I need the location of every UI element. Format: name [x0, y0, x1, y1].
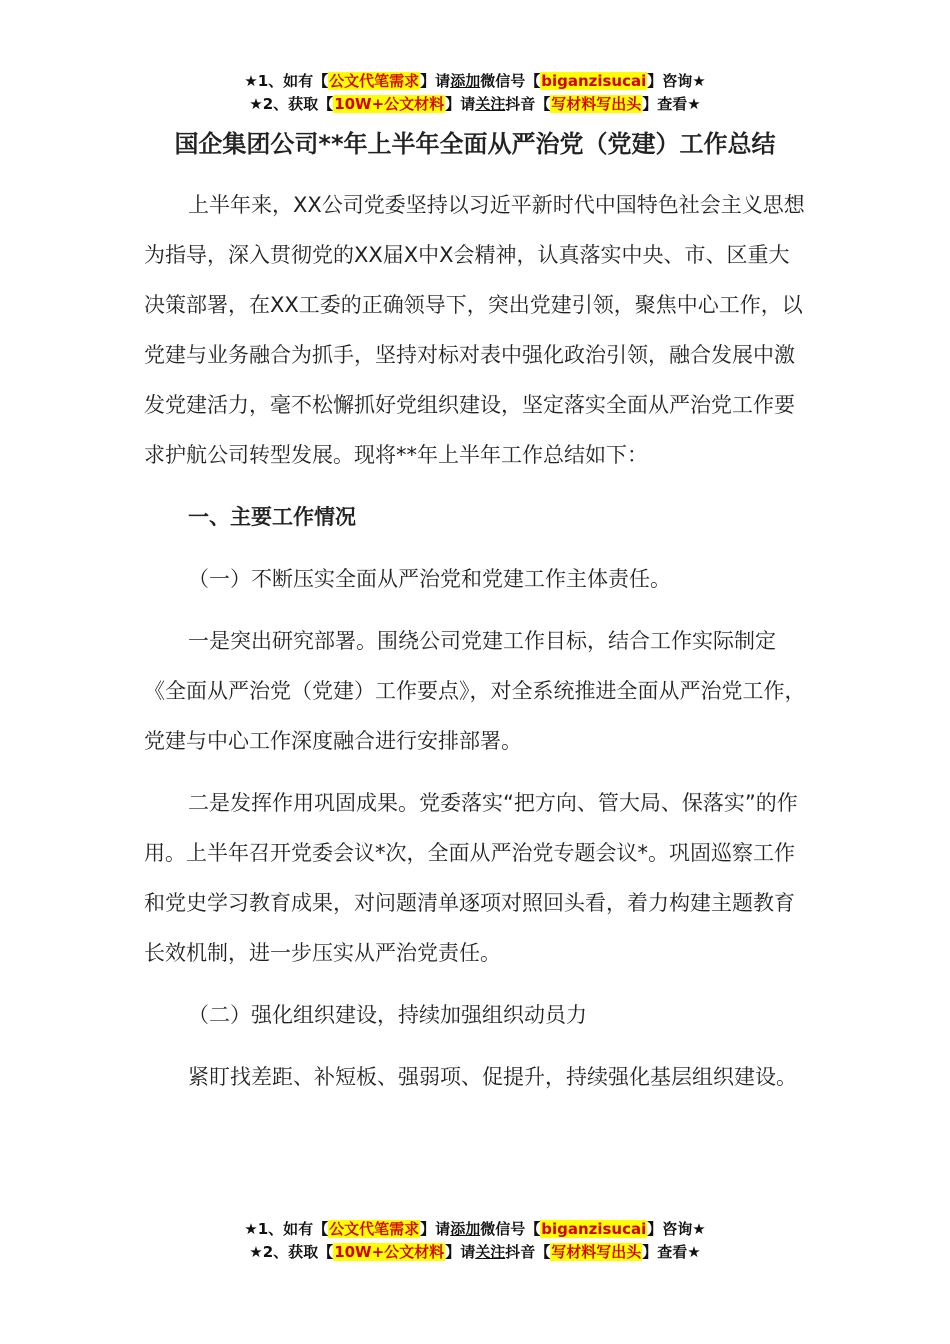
paragraph-intro: 上半年来，XX公司党委坚持以习近平新时代中国特色社会主义思想为指导，深入贯彻党的XX届X中X会精神，认真落实中央、市、区重大决策部署，在XX工委的正确领导下，突出党建引领，聚焦中心工作，以党建与业务融合为抓手，坚持对标对表中强化政治引领，融合发展中激发党建活力，毫不松懈抓好党组织建设，坚定落实全面从严治党工作要求护航公司转型发展。现将**年上半年工作总结如下： [144, 193, 805, 467]
subsection-heading: （一）不断压实全面从严治党和党建工作主体责任。 [188, 567, 671, 591]
promo-underline: 关注 [475, 1243, 506, 1261]
promo-text: 】请 [420, 72, 451, 90]
promo-text: ★2、获取【 [249, 1243, 334, 1261]
promo-text: ★2、获取【 [249, 95, 334, 113]
promo-underline: 添加 [450, 72, 481, 90]
promo-wechat-id: biganzisucai [541, 1220, 647, 1238]
promo-text: 】请 [420, 1220, 451, 1238]
promo-text: 】咨询★ [647, 1220, 706, 1238]
subsection-heading: （二）强化组织建设，持续加强组织动员力 [188, 1003, 587, 1027]
promo-line-1 [0, 1218, 950, 1241]
promo-line-1 [0, 70, 950, 93]
promo-text: 】查看★ [642, 95, 701, 113]
promo-text: 微信号【 [480, 1220, 541, 1238]
promo-highlight: 10W+公文材料 [334, 1243, 445, 1261]
promo-douyin-id: 写材料写出头 [551, 1243, 642, 1261]
promo-text: 】请 [445, 95, 476, 113]
paragraph: 紧盯找差距、补短板、强弱项、促提升，持续强化基层组织建设。 [188, 1065, 797, 1089]
promo-highlight: 公文代笔需求 [329, 1220, 420, 1238]
promo-line-2 [0, 93, 950, 116]
footer-promo-banner [0, 1218, 950, 1264]
paragraph: 二是发挥作用巩固成果。党委落实“把方向、管大局、保落实”的作用。上半年召开党委会议*次，全面从严治党专题会议*。巩固巡察工作和党史学习教育成果，对问题清单逐项对照回头看，着力构建主题教育长效机制，进一步压实从严治党责任。 [144, 791, 798, 965]
promo-text: 】请 [445, 1243, 476, 1261]
promo-underline: 关注 [475, 95, 506, 113]
promo-text: 】咨询★ [647, 72, 706, 90]
promo-underline: 添加 [450, 1220, 481, 1238]
promo-text: ★1、如有【 [244, 72, 329, 90]
document-title: 国企集团公司**年上半年全面从严治党（党建）工作总结 [174, 130, 776, 158]
promo-douyin-id: 写材料写出头 [551, 95, 642, 113]
document-body [144, 180, 810, 1114]
promo-text: 】查看★ [642, 1243, 701, 1261]
paragraph: 一是突出研究部署。围绕公司党建工作目标，结合工作实际制定《全面从严治党（党建）工作要点》，对全系统推进全面从严治党工作，党建与中心工作深度融合进行安排部署。 [144, 629, 806, 753]
promo-wechat-id: biganzisucai [541, 72, 647, 90]
promo-line-2 [0, 1241, 950, 1264]
header-promo-banner [0, 70, 950, 116]
promo-text: 微信号【 [480, 72, 541, 90]
promo-highlight: 10W+公文材料 [334, 95, 445, 113]
promo-text: 抖音【 [505, 1243, 551, 1261]
promo-text: 抖音【 [505, 95, 551, 113]
promo-highlight: 公文代笔需求 [329, 72, 420, 90]
promo-text: ★1、如有【 [244, 1220, 329, 1238]
section-heading: 一、主要工作情况 [188, 505, 356, 529]
